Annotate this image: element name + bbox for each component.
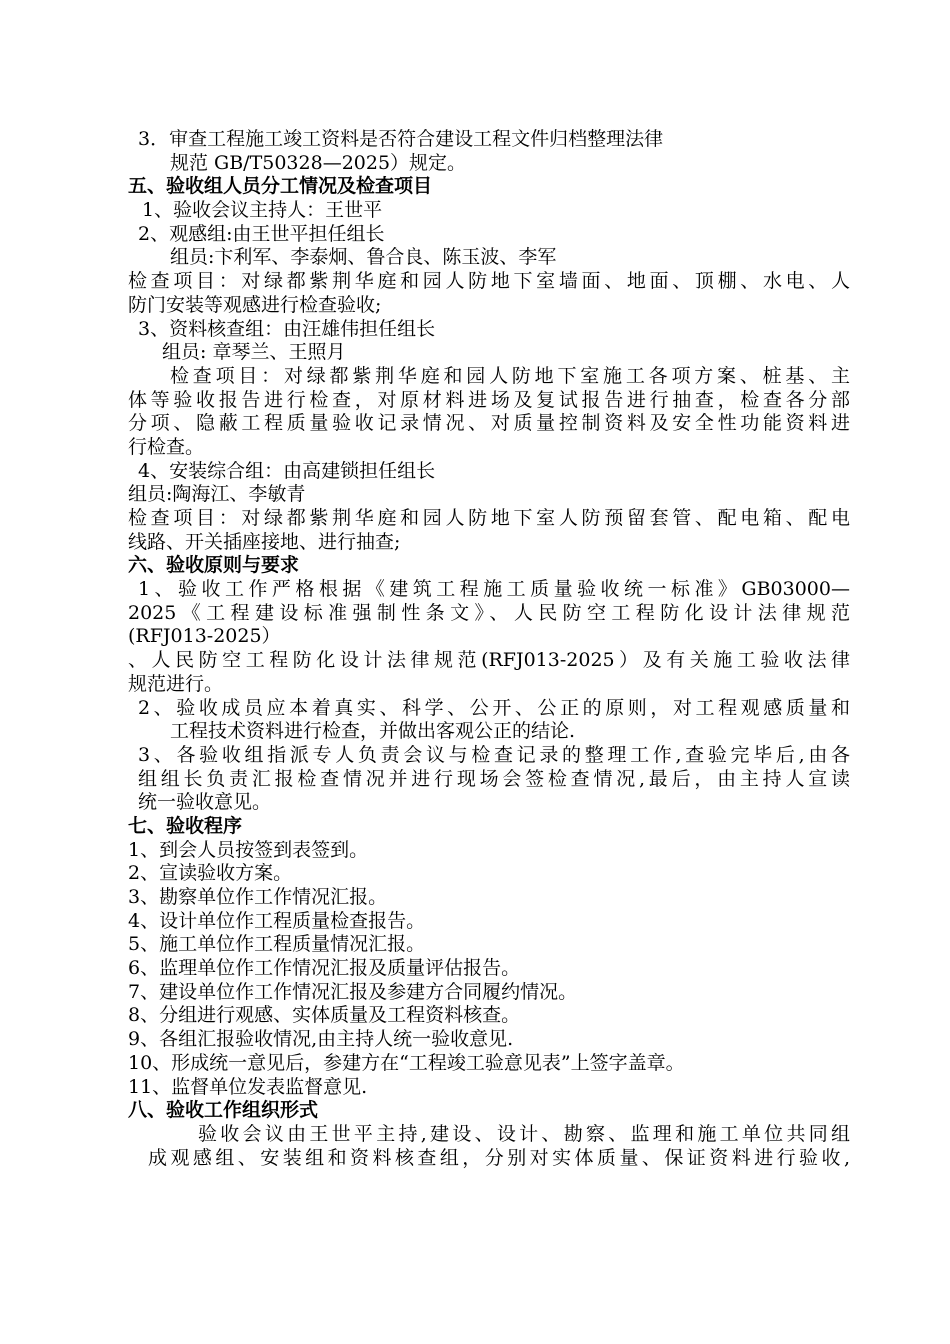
text-line: 检查项目：对绿都紫荆华庭和园人防地下室墙面、地面、顶棚、水电、人 xyxy=(128,270,850,293)
text-line: 统一验收意见。 xyxy=(138,791,272,814)
text-line: 线路、开关插座接地、进行抽查; xyxy=(128,530,401,553)
list-item: 11、监督单位发表监督意见. xyxy=(128,1075,368,1098)
text-line: 组员:陶海江、李敏青 xyxy=(128,483,306,506)
text-line: 1、验收会议主持人：王世平 xyxy=(142,199,383,222)
list-item: 9、各组汇报验收情况,由主持人统一验收意见. xyxy=(128,1028,514,1051)
section-heading: 五、验收组人员分工情况及检查项目 xyxy=(128,175,433,198)
text-line: 成观感组、安装组和资料核查组，分别对实体质量、保证资料进行验收, xyxy=(148,1146,850,1169)
section-heading: 八、验收工作组织形式 xyxy=(128,1099,319,1122)
text-line: 体等验收报告进行检查，对原材料进场及复试报告进行抽查，检查各分部 xyxy=(128,388,850,411)
text-line: 2025《工程建设标准强制性条文》、人民防空工程防化设计法律规范 xyxy=(128,601,850,624)
text-line: 行检查。 xyxy=(128,435,205,458)
text-line: 工程技术资料进行检查，并做出客观公正的结论. xyxy=(170,720,576,743)
text-line: 验收会议由王世平主持,建设、设计、勘察、监理和施工单位共同组 xyxy=(198,1122,850,1145)
section-heading: 六、验收原则与要求 xyxy=(128,554,300,577)
list-item: 6、监理单位作工作情况汇报及质量评估报告。 xyxy=(128,957,521,980)
text-line: 规范进行。 xyxy=(128,672,224,695)
text-line: 、人民防空工程防化设计法律规范(RFJ013-2025）及有关施工验收法律 xyxy=(128,649,850,672)
document-body xyxy=(128,128,850,1170)
list-item: 2、宣读验收方案。 xyxy=(128,862,293,885)
list-item: 3、勘察单位作工作情况汇报。 xyxy=(128,886,388,908)
text-line: (RFJ013-2025） xyxy=(128,625,281,648)
text-line: 2、观感组:由王世平担任组长 xyxy=(138,222,385,245)
text-line: 防门安装等观感进行检查验收; xyxy=(128,293,382,316)
list-item: 10、形成统一意见后，参建方在“工程竣工验意见表”上签字盖章。 xyxy=(128,1051,685,1074)
text-line: 组员:卞利军、李泰炯、鲁合良、陈玉波、李军 xyxy=(170,246,557,269)
list-item: 7、建设单位作工作情况汇报及参建方合同履约情况。 xyxy=(128,980,578,1003)
text-line: 分项、隐蔽工程质量验收记录情况、对质量控制资料及安全性功能资料进 xyxy=(128,412,850,435)
text-line: 4、安装综合组：由高建锁担任组长 xyxy=(138,459,436,482)
list-item: 1、到会人员按签到表签到。 xyxy=(128,838,369,861)
text-line: 组组长负责汇报检查情况并进行现场会签检查情况,最后，由主持人宣读 xyxy=(138,767,850,790)
text-line: 3、资料核查组：由汪雄伟担任组长 xyxy=(138,317,436,340)
text-line: 1、验收工作严格根据《建筑工程施工质量验收统一标准》GB03000— xyxy=(138,578,850,601)
text-line: 3、各验收组指派专人负责会议与检查记录的整理工作,查验完毕后,由各 xyxy=(138,743,850,766)
list-item: 5、施工单位作工程质量情况汇报。 xyxy=(128,933,426,956)
text-line: 规范 GB/T50328—2025）规定。 xyxy=(170,151,467,174)
section-heading: 七、验收程序 xyxy=(128,814,243,837)
text-line: 2、验收成员应本着真实、科学、公开、公正的原则，对工程观感质量和 xyxy=(138,696,850,719)
text-line: 检查项目：对绿都紫荆华庭和园人防地下室施工各项方案、桩基、主 xyxy=(170,364,850,387)
list-item: 8、分组进行观感、实体质量及工程资料核查。 xyxy=(128,1004,521,1027)
text-line: 检查项目：对绿都紫荆华庭和园人防地下室人防预留套管、配电箱、配电 xyxy=(128,507,850,529)
list-item: 4、设计单位作工程质量检查报告。 xyxy=(128,909,426,932)
text-line: 3．审查工程施工竣工资料是否符合建设工程文件归档整理法律 xyxy=(138,128,664,150)
text-line: 组员: 章琴兰、王照月 xyxy=(162,341,346,364)
